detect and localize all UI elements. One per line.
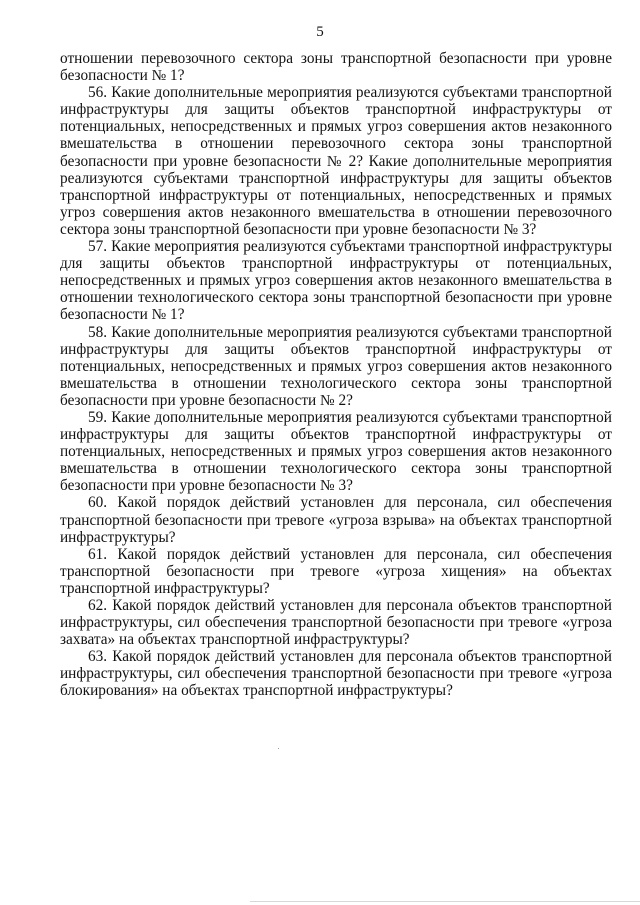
question-63: 63. Какой порядок действий установлен для персонала объектов транспортной инфраструктуры, сил обеспечения транспортной безопасности при тревоге «угроза блокирования» на объектах транспортной инфраструктуры? — [60, 648, 612, 700]
question-62: 62. Какой порядок действий установлен для персонала объектов транспортной инфраструктуры, сил обеспечения транспортной безопасности при тревоге «угроза захвата» на объектах транспортной инфраструктуры? — [60, 597, 612, 649]
question-57: 57. Какие мероприятия реализуются субъектами транспортной инфраструктуры для защиты объектов транспортной инфраструктуры от потенциальных, непосредственных и прямых угроз совершения актов незаконного вмешательства в отношении технологического сектора зоны транспортной безопасности при уровне безопасности № 1? — [60, 238, 612, 324]
page-number: 5 — [316, 24, 324, 40]
question-61: 61. Какой порядок действий установлен для персонала, сил обеспечения транспортной безопасности при тревоге «угроза хищения» на объектах транспортной инфраструктуры? — [60, 545, 612, 597]
question-60: 60. Какой порядок действий установлен для персонала, сил обеспечения транспортной безопасности при тревоге «угроза взрыва» на объектах транспортной инфраструктуры? — [60, 494, 612, 546]
question-56: 56. Какие дополнительные мероприятия реализуются субъектами транспортной инфраструктуры для защиты объектов транспортной инфраструктуры от потенциальных, непосредственных и прямых угроз совершения актов незаконного вмешательства в отношении перевозочного сектора зоны транспортной безопасности при уровне безопасности № 2? Какие дополнительные мероприятия реализуются субъектами транспортной инфраструктуры для защиты объектов транспортной инфраструктуры от потенциальных, непосредственных и прямых угроз совершения актов незаконного вмешательства в отношении перевозочного сектора зоны транспортной безопасности при уровне безопасности № 3? — [60, 84, 612, 238]
paragraph-continuation: отношении перевозочного сектора зоны транспортной безопасности при уровне безопасности № 1? — [60, 50, 612, 85]
document-body — [60, 50, 612, 700]
scan-edge-line — [250, 901, 640, 902]
question-59: 59. Какие дополнительные мероприятия реализуются субъектами транспортной инфраструктуры для защиты объектов транспортной инфраструктуры от потенциальных, непосредственных и прямых угроз совершения актов незаконного вмешательства в отношении технологического сектора зоны транспортной безопасности при уровне безопасности № 3? — [60, 408, 612, 495]
question-58: 58. Какие дополнительные мероприятия реализуются субъектами транспортной инфраструктуры для защиты объектов транспортной инфраструктуры от потенциальных, непосредственных и прямых угроз совершения актов незаконного вмешательства в отношении технологического сектора зоны транспортной безопасности при уровне безопасности № 2? — [60, 323, 612, 409]
scan-speck — [278, 748, 279, 749]
